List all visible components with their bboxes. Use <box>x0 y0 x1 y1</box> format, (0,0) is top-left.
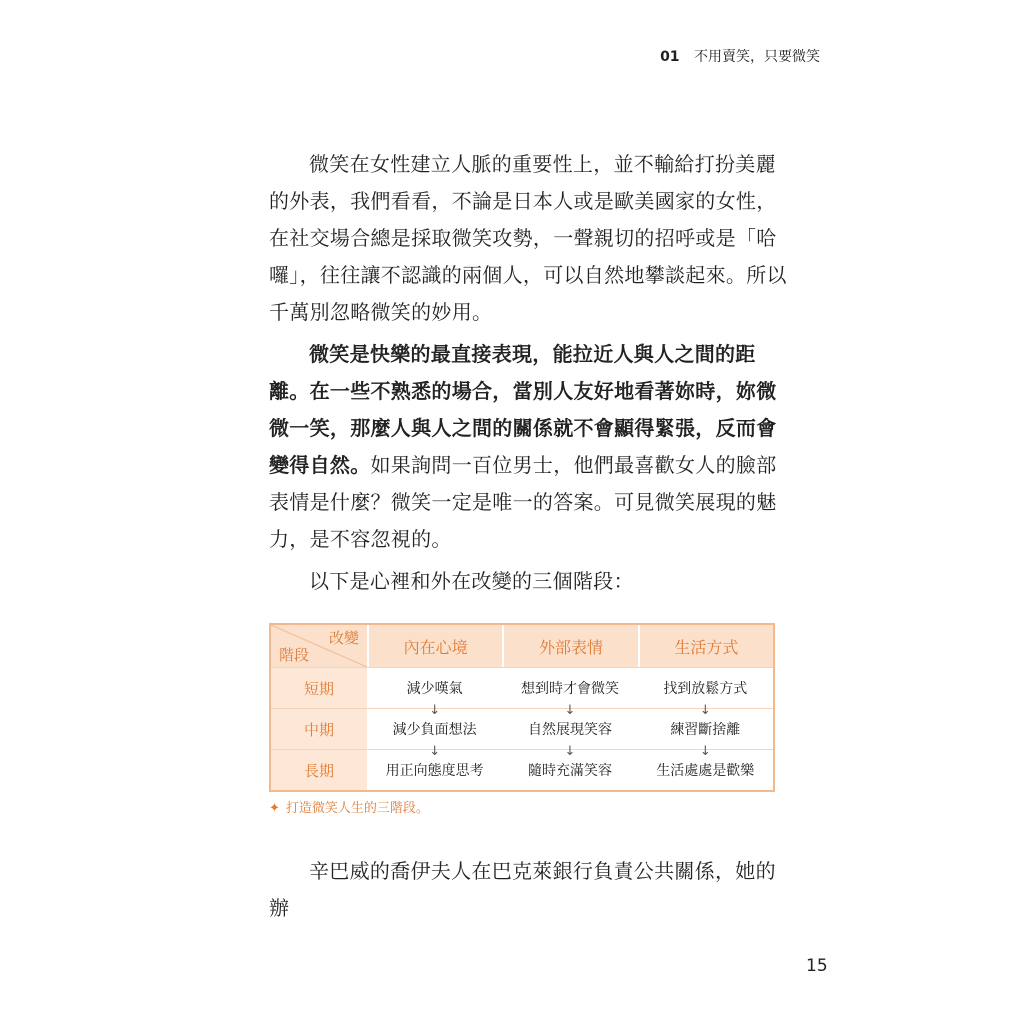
table-cell <box>367 668 502 718</box>
cell-text: 隨時充滿笑容 <box>527 763 612 779</box>
table-row-short-term <box>271 667 773 718</box>
paragraph-2-rest: 如果詢問一百位男士，他們最喜歡女人的臉部表情是什麼？微笑一定是唯一的答案。可見微笑展現的魅力，是不容忽視的。 <box>269 453 777 551</box>
cell-text: 練習斷捨離 <box>670 722 741 738</box>
cell-text: 生活處處是歡樂 <box>656 763 755 779</box>
table-cell <box>502 709 637 759</box>
paragraph-2 <box>269 336 789 558</box>
running-header <box>660 46 820 66</box>
table-corner-cell <box>271 625 367 667</box>
cell-text: 用正向態度思考 <box>385 763 484 779</box>
cell-text: 減少嘆氣 <box>406 681 463 697</box>
cell-text: 找到放鬆方式 <box>663 681 748 697</box>
corner-label-stage: 階段 <box>279 646 310 664</box>
stage-label: 短期 <box>271 668 367 708</box>
table-cell <box>502 668 637 718</box>
table-row-long-term <box>271 749 773 790</box>
paragraph-4-text: 辛巴威的喬伊夫人在巴克萊銀行負責公共關係，她的辦 <box>269 859 776 920</box>
table-row-mid-term <box>271 708 773 759</box>
down-arrow-icon: ↓ <box>429 744 441 759</box>
stage-label: 長期 <box>271 750 367 790</box>
paragraph-4 <box>269 853 789 927</box>
sparkle-icon: ✦ <box>269 801 280 816</box>
caption-text: 打造微笑人生的三階段。 <box>285 801 429 816</box>
table-cell <box>638 668 773 718</box>
table-cell <box>367 750 502 790</box>
column-header-lifestyle: 生活方式 <box>638 625 773 667</box>
paragraph-2-text <box>269 336 789 558</box>
table-cell <box>367 709 502 759</box>
table-cell <box>638 709 773 759</box>
stages-table <box>269 623 775 792</box>
down-arrow-icon: ↓ <box>564 744 576 759</box>
down-arrow-icon: ↓ <box>699 744 711 759</box>
down-arrow-icon: ↓ <box>429 703 441 718</box>
paragraph-3 <box>269 563 789 600</box>
paragraph-2-bold: 微笑是快樂的最直接表現，能拉近人與人之間的距離。在一些不熟悉的場合，當別人友好地看著妳時，妳微微一笑，那麼人與人之間的關係就不會顯得緊張，反而會變得自然。 <box>269 342 777 477</box>
chapter-number: 01 <box>660 49 680 65</box>
cell-text: 自然展現笑容 <box>527 722 612 738</box>
table-cell <box>638 750 773 790</box>
table-caption <box>269 797 429 816</box>
column-header-inner: 內在心境 <box>367 625 502 667</box>
paragraph-1-text: 微笑在女性建立人脈的重要性上，並不輸給打扮美麗的外表，我們看看，不論是日本人或是歐美國家的女性，在社交場合總是採取微笑攻勢，一聲親切的招呼或是「哈囉」，往往讓不認識的兩個人，可以自然地攀談起來。所以千萬別忽略微笑的妙用。 <box>269 152 787 324</box>
corner-label-change: 改變 <box>328 629 359 647</box>
stage-label: 中期 <box>271 709 367 749</box>
page-number: 15 <box>806 956 828 976</box>
down-arrow-icon: ↓ <box>564 703 576 718</box>
paragraph-1 <box>269 146 789 331</box>
paragraph-3-text: 以下是心裡和外在改變的三個階段： <box>309 569 634 593</box>
cell-text: 想到時才會微笑 <box>520 681 619 697</box>
down-arrow-icon: ↓ <box>699 703 711 718</box>
table-cell <box>502 750 637 790</box>
table-header-row <box>271 625 773 667</box>
cell-text: 減少負面想法 <box>392 722 477 738</box>
chapter-title: 不用賣笑，只要微笑 <box>694 49 820 65</box>
column-header-outer: 外部表情 <box>502 625 637 667</box>
